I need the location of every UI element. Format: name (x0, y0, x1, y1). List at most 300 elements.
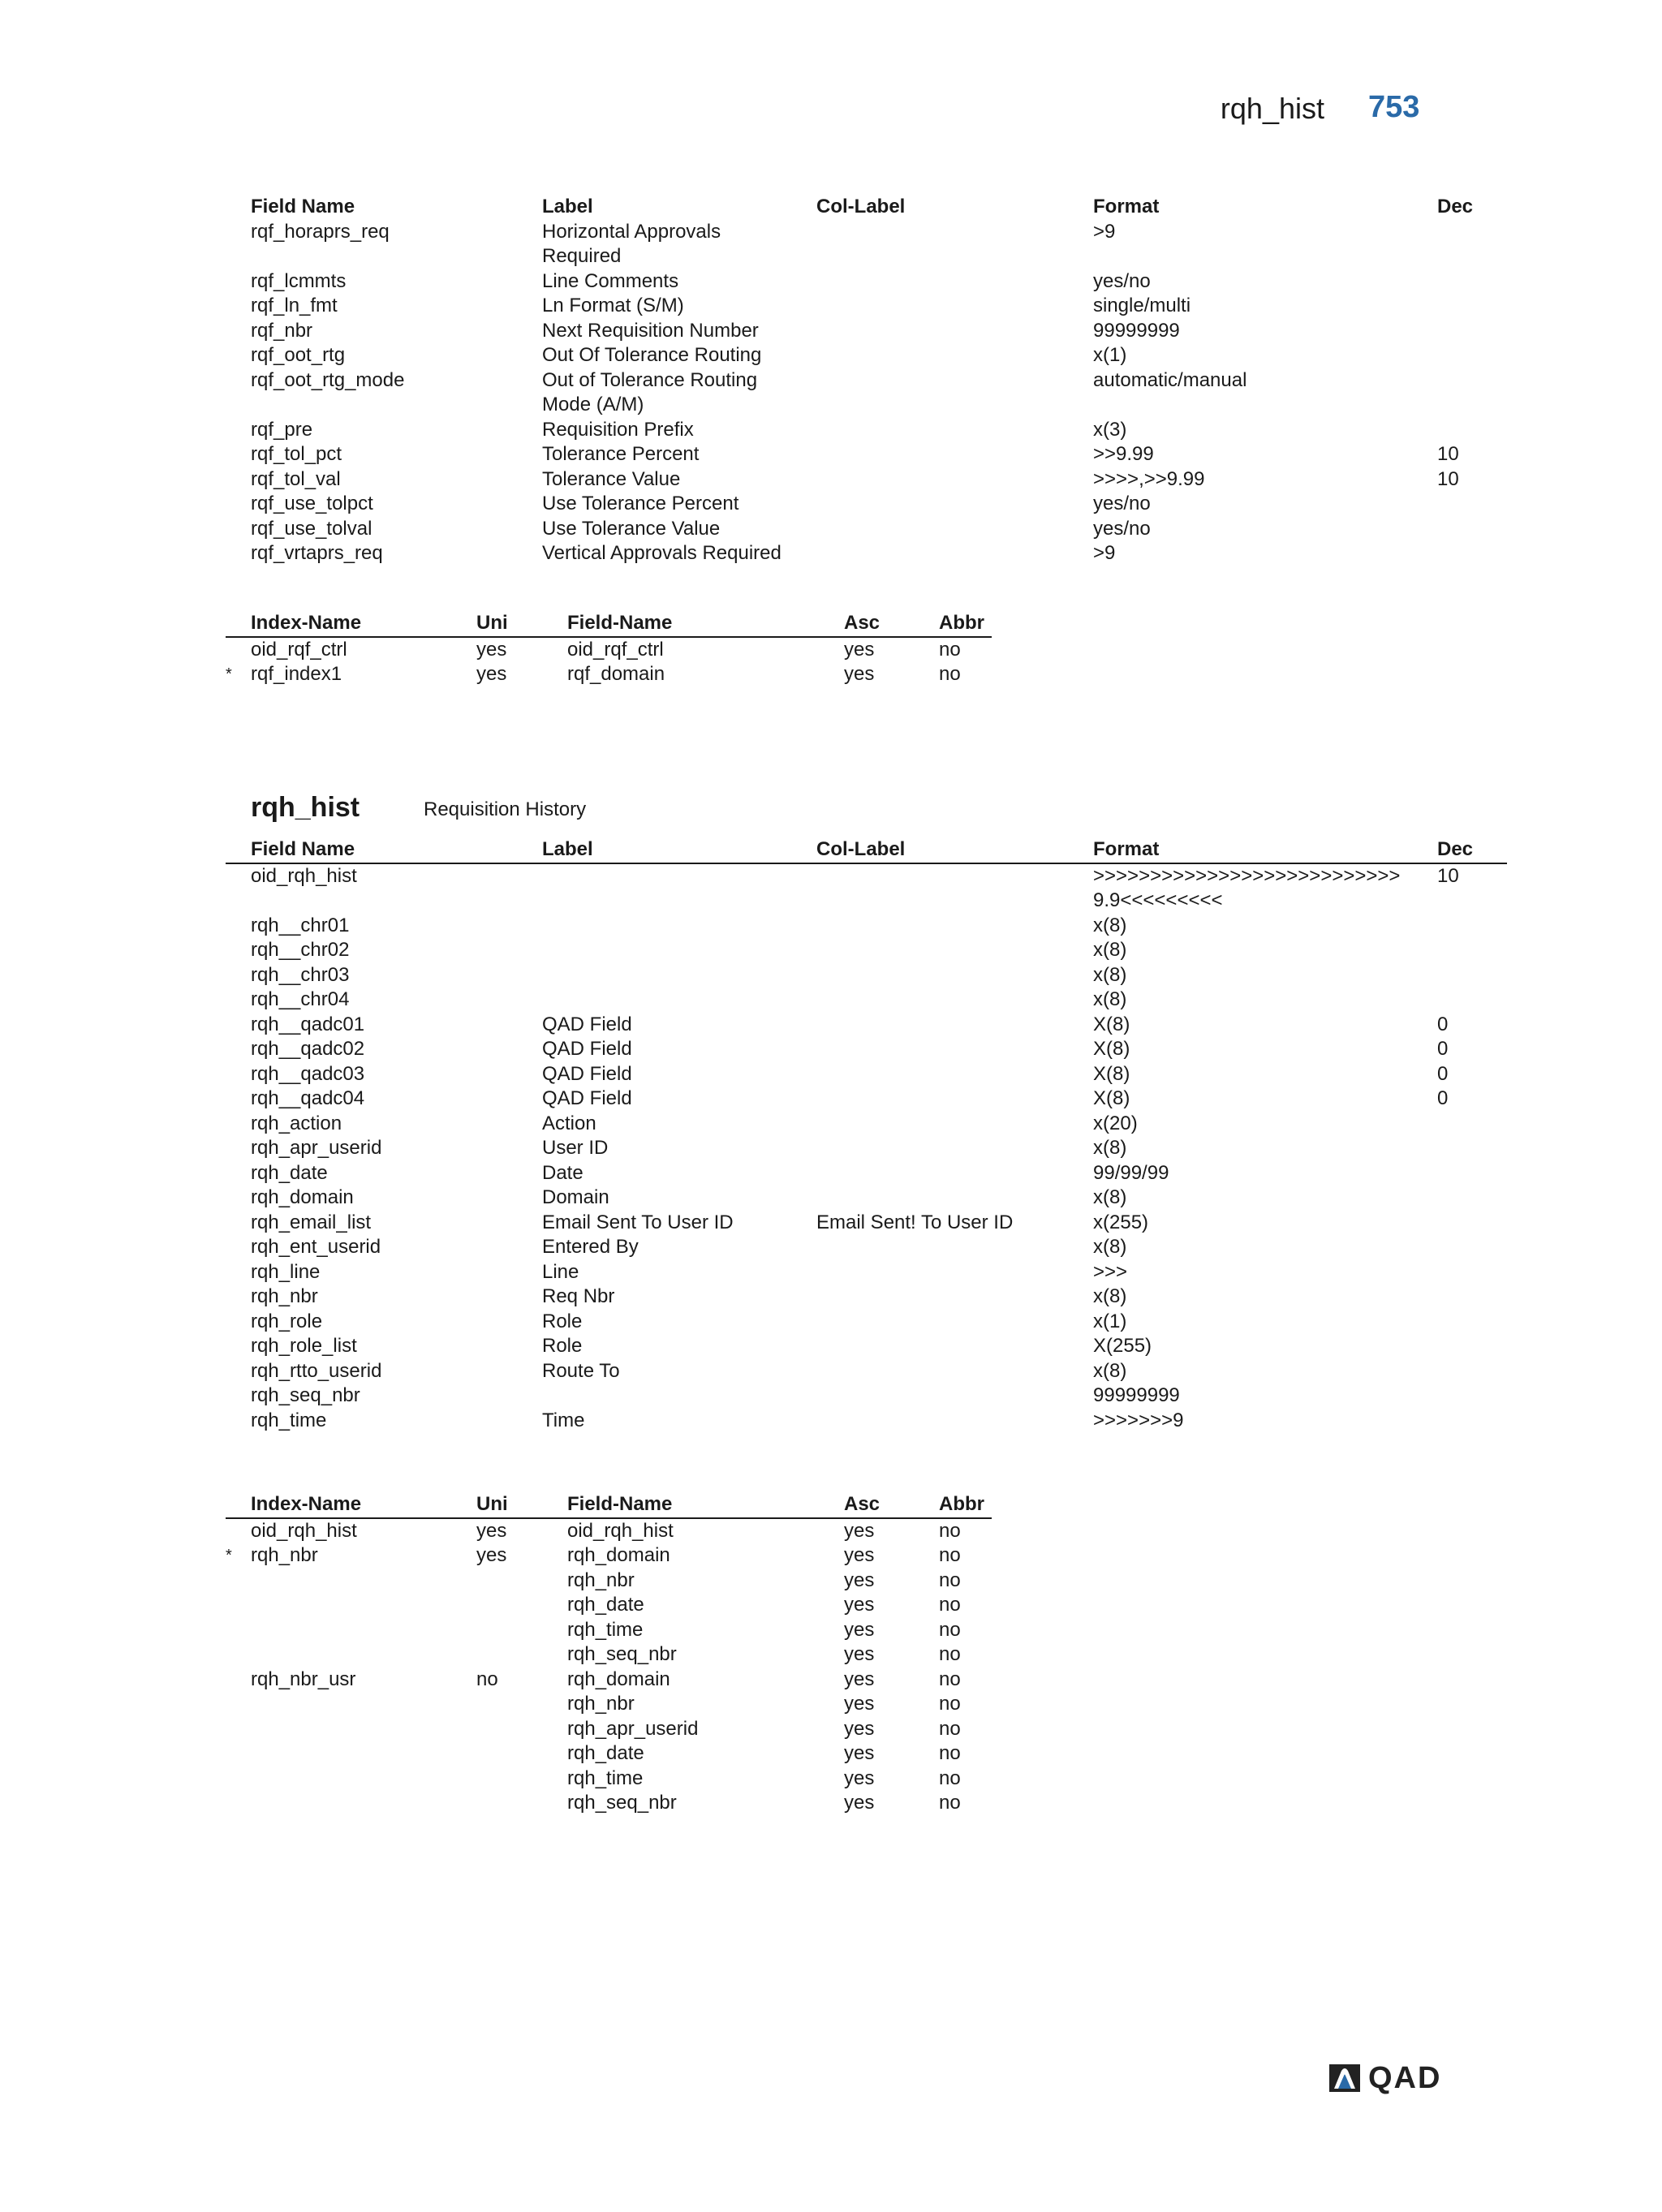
index-uni-cell (451, 1593, 542, 1618)
field-dec-cell (1412, 343, 1507, 368)
rqf-field-table (226, 195, 1507, 566)
qad-logo (1329, 2063, 1451, 2095)
field-col-label-cell (791, 1384, 1068, 1409)
field-format-cell: x(8) (1093, 988, 1127, 1010)
field-name-cell: rqf_horaprs_req (251, 220, 390, 243)
field-row (226, 1334, 1507, 1359)
col-index-field-name: Field-Name (542, 611, 819, 637)
field-row (226, 1359, 1507, 1384)
index-uni-cell: yes (476, 1544, 507, 1566)
index-row (226, 1618, 992, 1643)
field-dec-cell (1412, 541, 1507, 566)
field-col-label-cell (791, 1062, 1068, 1087)
field-row (226, 1136, 1507, 1161)
field-format-cell: >9 (1093, 220, 1116, 243)
index-row (226, 1543, 992, 1569)
field-label-cell: Email Sent To User ID (542, 1211, 734, 1233)
col-col-label: Col-Label (816, 196, 906, 217)
field-row (226, 914, 1507, 939)
field-dec-cell (1412, 1409, 1507, 1434)
field-name-cell: rqh_role (251, 1310, 323, 1332)
field-row (226, 492, 1507, 517)
field-col-label-cell (791, 938, 1068, 963)
index-uni-cell (451, 1717, 542, 1742)
field-dec-cell (1412, 1161, 1507, 1186)
field-format-cell: automatic/manual (1093, 368, 1247, 391)
field-col-label-cell (791, 1235, 1068, 1260)
field-col-label-cell (791, 914, 1068, 939)
field-label-cell: Out Of Tolerance Routing (542, 344, 762, 366)
field-name-cell: rqh__chr01 (251, 914, 350, 936)
index-row (226, 1569, 992, 1594)
index-field-name-cell: rqh_domain (567, 1544, 670, 1566)
col-index-field-name: Field-Name (542, 1492, 819, 1518)
field-name-cell: rqh__chr04 (251, 988, 350, 1010)
field-dec-cell (1412, 1310, 1507, 1335)
field-name-cell: rqf_oot_rtg_mode (251, 368, 405, 391)
index-asc-cell: yes (844, 1767, 875, 1789)
col-asc: Asc (819, 1492, 914, 1518)
rqh-field-table (226, 837, 1507, 1433)
field-dec-cell (1412, 1285, 1507, 1310)
field-col-label-cell (791, 1013, 1068, 1038)
field-format-cell: x(8) (1093, 1285, 1127, 1307)
index-asc-cell: yes (844, 1792, 875, 1814)
field-name-cell: oid_rqh_hist (251, 864, 357, 887)
field-format-cell: x(8) (1093, 939, 1127, 961)
field-row (226, 1384, 1507, 1409)
field-name-cell: rqh_time (251, 1409, 327, 1431)
field-col-label-cell: Email Sent! To User ID (816, 1211, 1014, 1233)
index-name: rqh_nbr_usr (251, 1668, 356, 1690)
field-col-label-cell (791, 541, 1068, 566)
index-name: oid_rqf_ctrl (251, 638, 347, 661)
index-field-name-cell: rqh_apr_userid (567, 1717, 699, 1740)
field-name-cell: rqh_date (251, 1161, 328, 1184)
rqf-index-table (226, 611, 992, 687)
field-col-label-cell (791, 269, 1068, 295)
field-format-cell: x(1) (1093, 1310, 1127, 1332)
col-field-name: Field Name (226, 837, 517, 863)
index-uni-cell (451, 1569, 542, 1594)
index-row (226, 1642, 992, 1668)
field-dec-cell (1412, 319, 1507, 344)
rqh-index-table (226, 1492, 992, 1816)
index-asc-cell: yes (844, 1594, 875, 1616)
field-dec-cell: 10 (1437, 864, 1459, 887)
field-col-label-cell (791, 863, 1068, 914)
index-name-cell (226, 637, 451, 663)
index-row (226, 637, 992, 663)
col-uni: Uni (451, 1492, 542, 1518)
field-name-cell: rqf_vrtaprs_req (251, 542, 383, 564)
field-row (226, 269, 1507, 295)
index-field-name-cell: oid_rqh_hist (567, 1519, 674, 1542)
field-col-label-cell (791, 368, 1068, 418)
index-asc-cell: yes (844, 1544, 875, 1566)
index-row (226, 1668, 992, 1693)
index-uni-cell (451, 1791, 542, 1816)
field-dec-cell (1412, 517, 1507, 542)
index-abbr-cell: no (939, 1569, 961, 1591)
field-label-cell: Tolerance Percent (542, 443, 700, 465)
index-row (226, 1717, 992, 1742)
index-name-cell (226, 1618, 451, 1643)
field-label-cell: User ID (542, 1137, 609, 1159)
field-table-header (226, 195, 1507, 220)
field-row (226, 319, 1507, 344)
page-number: 753 (1368, 90, 1420, 124)
field-label-cell (517, 1384, 791, 1409)
field-col-label-cell (791, 418, 1068, 443)
index-uni-cell: yes (476, 1519, 507, 1542)
field-format-cell: X(8) (1093, 1087, 1130, 1109)
field-col-label-cell (791, 1161, 1068, 1186)
field-label-cell: Entered By (542, 1236, 639, 1258)
col-uni: Uni (451, 611, 542, 637)
qad-logo-icon (1329, 2064, 1360, 2092)
field-row (226, 1037, 1507, 1062)
field-dec-cell (1412, 418, 1507, 443)
field-label-cell: Line Comments (542, 269, 679, 292)
index-name-cell (226, 1741, 451, 1767)
field-label-cell: QAD Field (542, 1013, 632, 1035)
field-col-label-cell (791, 1285, 1068, 1310)
field-row (226, 294, 1507, 319)
field-col-label-cell (791, 1037, 1068, 1062)
col-dec: Dec (1437, 196, 1474, 217)
index-abbr-cell: no (939, 1594, 961, 1616)
field-row (226, 368, 1507, 418)
col-format: Format (1068, 837, 1412, 863)
index-name-cell (226, 1543, 451, 1569)
field-dec-cell (1412, 492, 1507, 517)
field-row (226, 988, 1507, 1013)
field-row (226, 343, 1507, 368)
index-field-name-cell: rqh_nbr (567, 1693, 635, 1715)
field-dec-cell (1412, 1359, 1507, 1384)
index-row (226, 1518, 992, 1544)
field-dec-cell (1412, 1186, 1507, 1211)
field-format-cell: x(20) (1093, 1112, 1138, 1134)
index-name-cell (226, 1593, 451, 1618)
field-name-cell: rqf_ln_fmt (251, 295, 338, 316)
field-format-cell: 99999999 (1093, 319, 1180, 342)
field-col-label-cell (791, 1186, 1068, 1211)
index-abbr-cell: no (939, 1742, 961, 1764)
index-abbr-cell: no (939, 1717, 961, 1740)
field-dec-cell (1412, 294, 1507, 319)
field-row (226, 1409, 1507, 1434)
field-label-cell: Action (542, 1112, 596, 1134)
index-asc-cell: yes (844, 1643, 875, 1665)
field-name-cell: rqf_use_tolpct (251, 493, 373, 514)
field-format-cell: >9 (1093, 542, 1116, 564)
field-dec-cell: 0 (1437, 1013, 1449, 1035)
field-col-label-cell (791, 1359, 1068, 1384)
field-label-cell: Requisition Prefix (542, 418, 694, 441)
index-uni-cell (451, 1642, 542, 1668)
primary-index-marker: * (226, 665, 232, 683)
field-format-cell: X(8) (1093, 1062, 1130, 1085)
col-asc: Asc (819, 611, 914, 637)
index-row (226, 1741, 992, 1767)
field-format-cell: >>9.99 (1093, 443, 1154, 465)
index-abbr-cell: no (939, 1693, 961, 1715)
field-format-cell: x(8) (1093, 1236, 1127, 1258)
index-name-cell (226, 1569, 451, 1594)
field-dec-cell (1412, 1260, 1507, 1285)
field-label-cell: Role (542, 1310, 583, 1332)
field-format-cell: x(8) (1093, 1186, 1127, 1208)
field-format-cell: x(255) (1093, 1211, 1149, 1233)
col-label: Label (517, 837, 791, 863)
field-dec-cell (1412, 1136, 1507, 1161)
field-label-cell: QAD Field (542, 1087, 632, 1109)
field-label-cell: Ln Format (S/M) (542, 295, 684, 316)
field-format-cell: >>>>>>>9 (1093, 1409, 1184, 1431)
col-col-label: Col-Label (791, 837, 1068, 863)
field-col-label-cell (791, 294, 1068, 319)
field-label-cell (517, 914, 791, 939)
field-name-cell: rqh__qadc02 (251, 1038, 365, 1060)
field-dec-cell: 0 (1437, 1038, 1449, 1060)
field-format-cell: >>> (1093, 1260, 1128, 1283)
col-dec: Dec (1412, 837, 1507, 863)
index-asc-cell: yes (844, 1519, 875, 1542)
index-asc-cell: yes (844, 638, 875, 661)
field-col-label-cell (791, 1136, 1068, 1161)
index-field-name-cell: rqh_seq_nbr (567, 1643, 677, 1665)
index-abbr-cell: no (939, 1792, 961, 1814)
index-uni-cell: yes (476, 638, 507, 661)
index-row (226, 1767, 992, 1792)
index-uni-cell: yes (476, 663, 507, 685)
index-field-name-cell: rqh_domain (567, 1668, 670, 1690)
field-row (226, 1260, 1507, 1285)
qad-logo-text: QAD (1368, 2061, 1442, 2095)
field-dec-cell: 10 (1437, 467, 1459, 490)
field-col-label-cell (791, 963, 1068, 988)
field-dec-cell (1412, 269, 1507, 295)
field-name-cell: rqh__qadc01 (251, 1013, 365, 1035)
col-format: Format (1093, 196, 1160, 217)
field-name-cell: rqf_nbr (251, 319, 313, 342)
index-field-name-cell: oid_rqf_ctrl (567, 638, 664, 661)
field-format-cell: yes/no (1093, 493, 1151, 514)
field-name-cell: rqh_action (251, 1112, 342, 1134)
index-name-cell (226, 1717, 451, 1742)
field-label-cell (517, 863, 791, 914)
field-col-label-cell (791, 492, 1068, 517)
index-uni-cell (451, 1741, 542, 1767)
index-abbr-cell: no (939, 638, 961, 661)
field-label-cell: QAD Field (542, 1062, 632, 1085)
field-format-cell: X(255) (1093, 1335, 1152, 1357)
field-row (226, 1186, 1507, 1211)
index-name-cell (226, 662, 451, 687)
field-name-cell: rqh_nbr (251, 1285, 318, 1307)
field-format-cell: >>>>,>>9.99 (1093, 467, 1205, 490)
index-name-cell (226, 1791, 451, 1816)
field-row (226, 467, 1507, 493)
field-row (226, 1161, 1507, 1186)
field-row (226, 517, 1507, 542)
field-format-cell: x(8) (1093, 963, 1127, 986)
field-format-cell: 99/99/99 (1093, 1161, 1169, 1184)
field-name-cell: rqf_oot_rtg (251, 344, 346, 366)
field-row (226, 1013, 1507, 1038)
primary-index-marker: * (226, 1547, 232, 1564)
field-col-label-cell (791, 1310, 1068, 1335)
field-name-cell: rqf_pre (251, 418, 313, 441)
field-row (226, 1087, 1507, 1112)
index-abbr-cell: no (939, 1544, 961, 1566)
field-row (226, 1062, 1507, 1087)
field-dec-cell (1412, 1384, 1507, 1409)
index-field-name-cell: rqh_time (567, 1767, 644, 1789)
field-dec-cell (1412, 1112, 1507, 1137)
field-label-cell: QAD Field (542, 1038, 632, 1060)
field-format-cell: >>>>>>>>>>>>>>>>>>>>>>>>>>>9.9<<<<<<<<< (1093, 864, 1401, 911)
field-label-cell: Role (542, 1335, 583, 1357)
index-abbr-cell: no (939, 1643, 961, 1665)
col-abbr: Abbr (914, 611, 992, 637)
index-table-header (226, 1492, 992, 1518)
index-field-name-cell: rqh_time (567, 1618, 644, 1641)
index-uni-cell (451, 1618, 542, 1643)
col-index-name: Index-Name (226, 1492, 451, 1518)
index-abbr-cell: no (939, 663, 961, 685)
field-dec-cell (1412, 914, 1507, 939)
field-format-cell: x(8) (1093, 914, 1127, 936)
index-name: rqf_index1 (251, 663, 342, 685)
field-row (226, 1310, 1507, 1335)
field-row (226, 863, 1507, 914)
field-dec-cell (1412, 988, 1507, 1013)
field-row (226, 1112, 1507, 1137)
index-table-header (226, 611, 992, 637)
field-dec-cell (1412, 963, 1507, 988)
index-abbr-cell: no (939, 1618, 961, 1641)
col-field-name: Field Name (251, 196, 355, 217)
field-row (226, 220, 1507, 269)
index-field-name-cell: rqh_nbr (567, 1569, 635, 1591)
field-dec-cell: 10 (1437, 443, 1459, 465)
index-row (226, 662, 992, 687)
field-label-cell: Vertical Approvals Required (542, 542, 781, 564)
field-col-label-cell (791, 319, 1068, 344)
field-row (226, 938, 1507, 963)
section-title: rqh_hist (251, 792, 360, 823)
field-format-cell: X(8) (1093, 1013, 1130, 1035)
field-name-cell: rqf_tol_val (251, 467, 341, 490)
field-row (226, 442, 1507, 467)
field-col-label-cell (791, 517, 1068, 542)
field-name-cell: rqh_email_list (251, 1211, 372, 1233)
field-label-cell: Out of Tolerance Routing Mode (A/M) (542, 368, 758, 415)
field-name-cell: rqh_apr_userid (251, 1137, 382, 1159)
field-dec-cell (1412, 1235, 1507, 1260)
index-row (226, 1593, 992, 1618)
field-col-label-cell (791, 220, 1068, 269)
field-row (226, 1235, 1507, 1260)
index-field-name-cell: rqf_domain (567, 663, 665, 685)
field-name-cell: rqf_lcmmts (251, 269, 347, 292)
field-label-cell: Req Nbr (542, 1285, 615, 1307)
field-row (226, 1211, 1507, 1236)
field-label-cell: Date (542, 1161, 583, 1184)
col-index-name: Index-Name (226, 611, 451, 637)
index-uni-cell (451, 1767, 542, 1792)
field-col-label-cell (791, 1334, 1068, 1359)
field-format-cell: x(8) (1093, 1137, 1127, 1159)
field-col-label-cell (791, 1112, 1068, 1137)
index-row (226, 1692, 992, 1717)
field-format-cell: yes/no (1093, 269, 1151, 292)
field-row (226, 963, 1507, 988)
field-label-cell: Next Requisition Number (542, 319, 759, 342)
field-dec-cell: 0 (1437, 1062, 1449, 1085)
field-format-cell: single/multi (1093, 295, 1191, 316)
col-abbr: Abbr (914, 1492, 992, 1518)
index-asc-cell: yes (844, 1618, 875, 1641)
index-asc-cell: yes (844, 1742, 875, 1764)
field-format-cell: x(3) (1093, 418, 1127, 441)
field-name-cell: rqh_line (251, 1260, 321, 1283)
index-name: oid_rqh_hist (251, 1519, 357, 1542)
field-name-cell: rqh_role_list (251, 1335, 357, 1357)
field-col-label-cell (791, 988, 1068, 1013)
index-name-cell (226, 1518, 451, 1544)
field-format-cell: x(8) (1093, 1359, 1127, 1382)
field-dec-cell: 0 (1437, 1087, 1449, 1109)
field-label-cell: Horizontal Approvals Required (542, 220, 721, 267)
field-dec-cell (1412, 938, 1507, 963)
field-row (226, 541, 1507, 566)
field-label-cell (517, 988, 791, 1013)
index-asc-cell: yes (844, 1693, 875, 1715)
field-col-label-cell (791, 467, 1068, 493)
index-row (226, 1791, 992, 1816)
index-name-cell (226, 1668, 451, 1693)
field-label-cell: Route To (542, 1359, 620, 1382)
col-label: Label (542, 196, 593, 217)
field-row (226, 1285, 1507, 1310)
index-abbr-cell: no (939, 1767, 961, 1789)
field-format-cell: X(8) (1093, 1038, 1130, 1060)
field-row (226, 418, 1507, 443)
field-name-cell: rqh_domain (251, 1186, 354, 1208)
field-name-cell: rqh_ent_userid (251, 1236, 381, 1258)
field-name-cell: rqh__chr03 (251, 963, 350, 986)
field-col-label-cell (791, 1087, 1068, 1112)
section-description: Requisition History (424, 798, 587, 820)
field-col-label-cell (791, 1260, 1068, 1285)
field-format-cell: x(1) (1093, 344, 1127, 366)
index-uni-cell: no (476, 1668, 498, 1690)
index-abbr-cell: no (939, 1519, 961, 1542)
field-dec-cell (1412, 1211, 1507, 1236)
field-format-cell: 99999999 (1093, 1384, 1180, 1406)
field-dec-cell (1412, 368, 1507, 418)
index-uni-cell (451, 1692, 542, 1717)
running-header-title: rqh_hist (1220, 92, 1324, 125)
field-label-cell (517, 938, 791, 963)
field-label-cell: Time (542, 1409, 585, 1431)
field-dec-cell (1412, 1334, 1507, 1359)
field-format-cell: yes/no (1093, 517, 1151, 540)
